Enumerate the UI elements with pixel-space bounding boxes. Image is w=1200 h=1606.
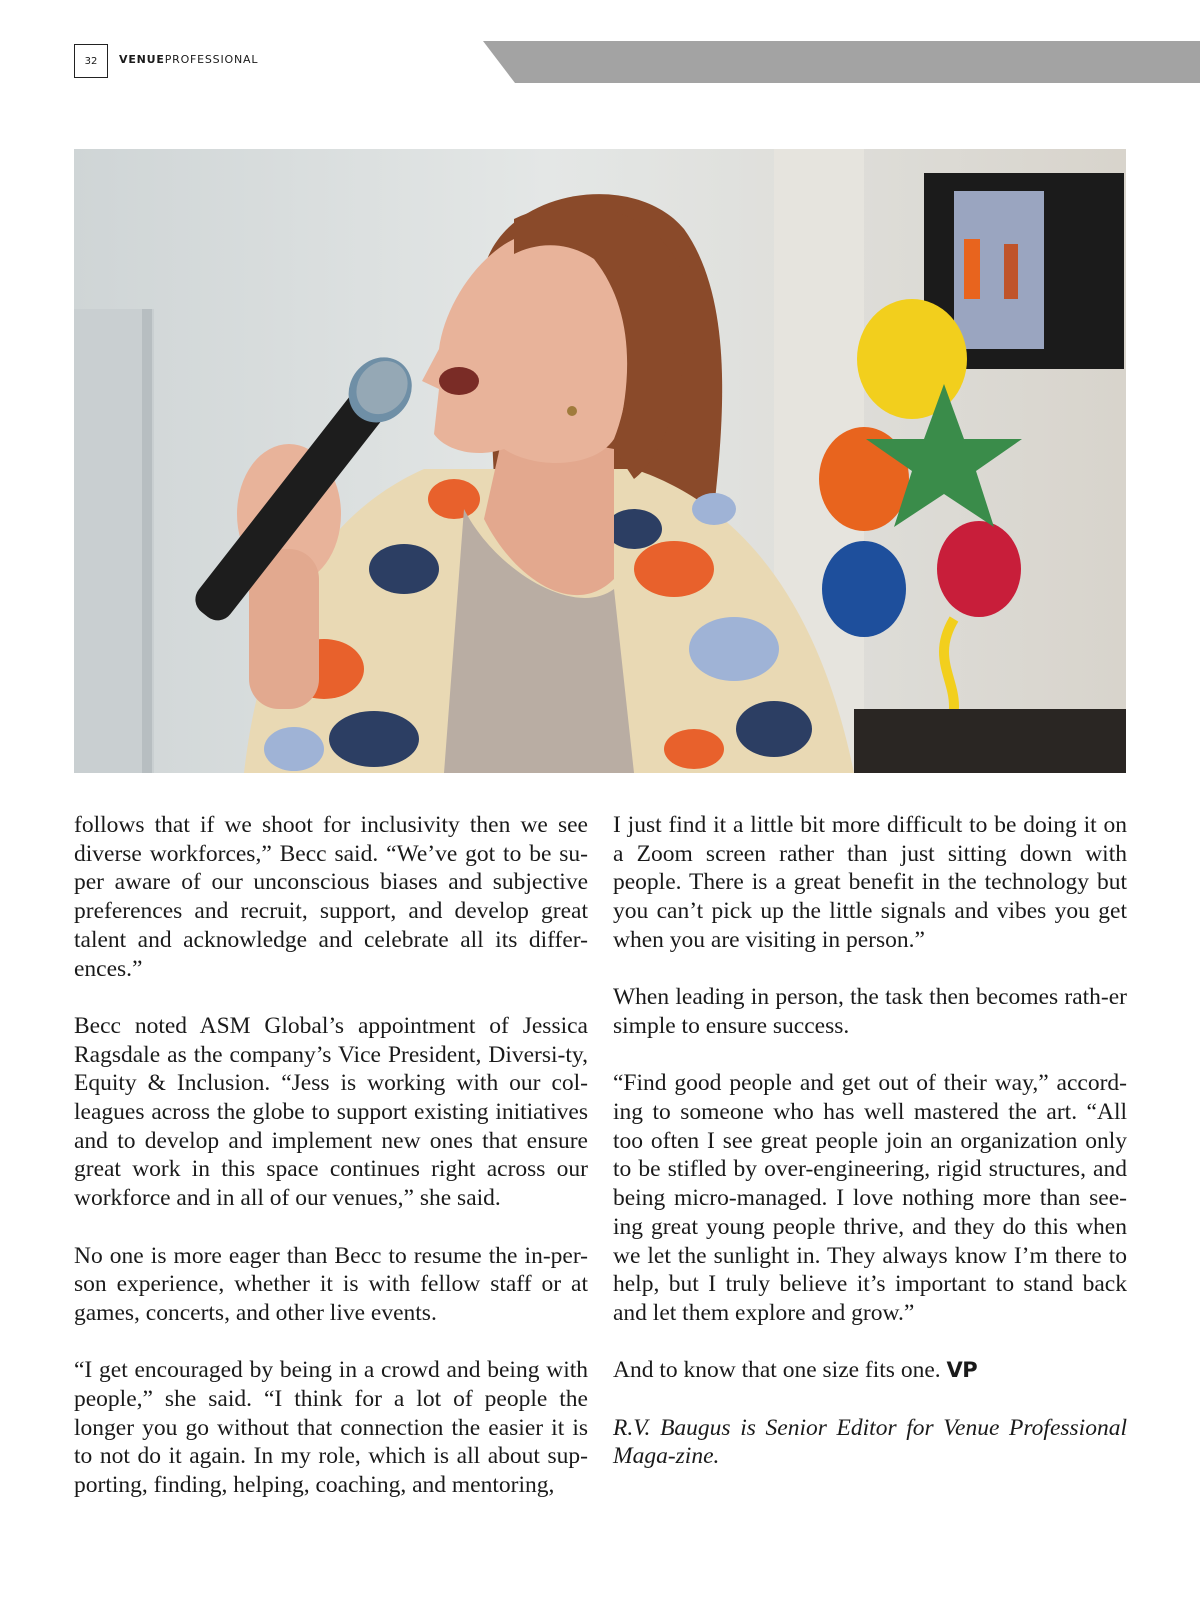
- paragraph: When leading in person, the task then becomes rath-er simple to ensure success.: [613, 984, 1127, 1039]
- closing-text: And to know that one size fits one.: [613, 1357, 941, 1384]
- closing-paragraph: [613, 1356, 1127, 1385]
- end-mark: VP: [946, 1358, 978, 1383]
- photo-balloon-yellow: [857, 299, 967, 419]
- paragraph: “I get encouraged by being in a crowd and being with people,” she said. “I think for a lot of people the longer you go without that connection the easier it is to not do it again. In my role, which is all about sup-porting, finding, helping, coaching, and mentoring,: [74, 1357, 588, 1499]
- header-decorative-bar: [483, 41, 1200, 83]
- page-number: 32: [74, 44, 108, 78]
- paragraph: follows that if we shoot for inclusivity then we see diverse workforces,” Becc said. “We’ve got to be su-per aware of our unconscious biases and subjective preferences and recruit, support, and develop great talent and acknowledge and celebrate all its differ-ences.”: [74, 812, 588, 982]
- paragraph: “Find good people and get out of their way,” accord-ing to someone who has well mastered the art. “All too often I see great people join an organization only to be stifled by over-engineering, rigid structures, and being micro-managed. I love nothing more than see-ing great young people thrive, and they do this when we let the sunlight in. They always know I’m there to help, but I truly believe it’s important to stand back and let them explore and grow.”: [613, 1070, 1127, 1326]
- article-photo: [74, 149, 1126, 773]
- masthead-brand: VENUE: [119, 53, 165, 66]
- photo-balloon-blue: [822, 541, 906, 637]
- paragraph: I just find it a little bit more difficult to be doing it on a Zoom screen rather than just sitting down with people. There is a great benefit in the technology but you can’t pick up the little signals and vibes you get when you are visiting in person.”: [613, 812, 1127, 953]
- paragraph: No one is more eager than Becc to resume the in-per-son experience, whether it is with fellow staff or at games, concerts, and other live events.: [74, 1242, 588, 1326]
- masthead-subtitle: PROFESSIONAL: [164, 53, 259, 66]
- article-left-column: [74, 811, 588, 1529]
- photo-doorframe: [142, 309, 152, 773]
- paragraph: Becc noted ASM Global’s appointment of Jessica Ragsdale as the company’s Vice President, Diversi-ty, Equity & Inclusion. “Jess is working with our col-leagues across the globe to support existing initiatives and to develop and implement new ones that ensure great work in this space continues right across our workforce and in all of our venues,” she said.: [74, 1012, 588, 1212]
- author-byline: R.V. Baugus is Senior Editor for Venue Professional Maga-zine.: [613, 1414, 1127, 1470]
- photo-balloon-red: [937, 521, 1021, 617]
- photo-mouth: [439, 367, 479, 395]
- article-right-column: [613, 811, 1127, 1500]
- magazine-masthead: [119, 53, 258, 66]
